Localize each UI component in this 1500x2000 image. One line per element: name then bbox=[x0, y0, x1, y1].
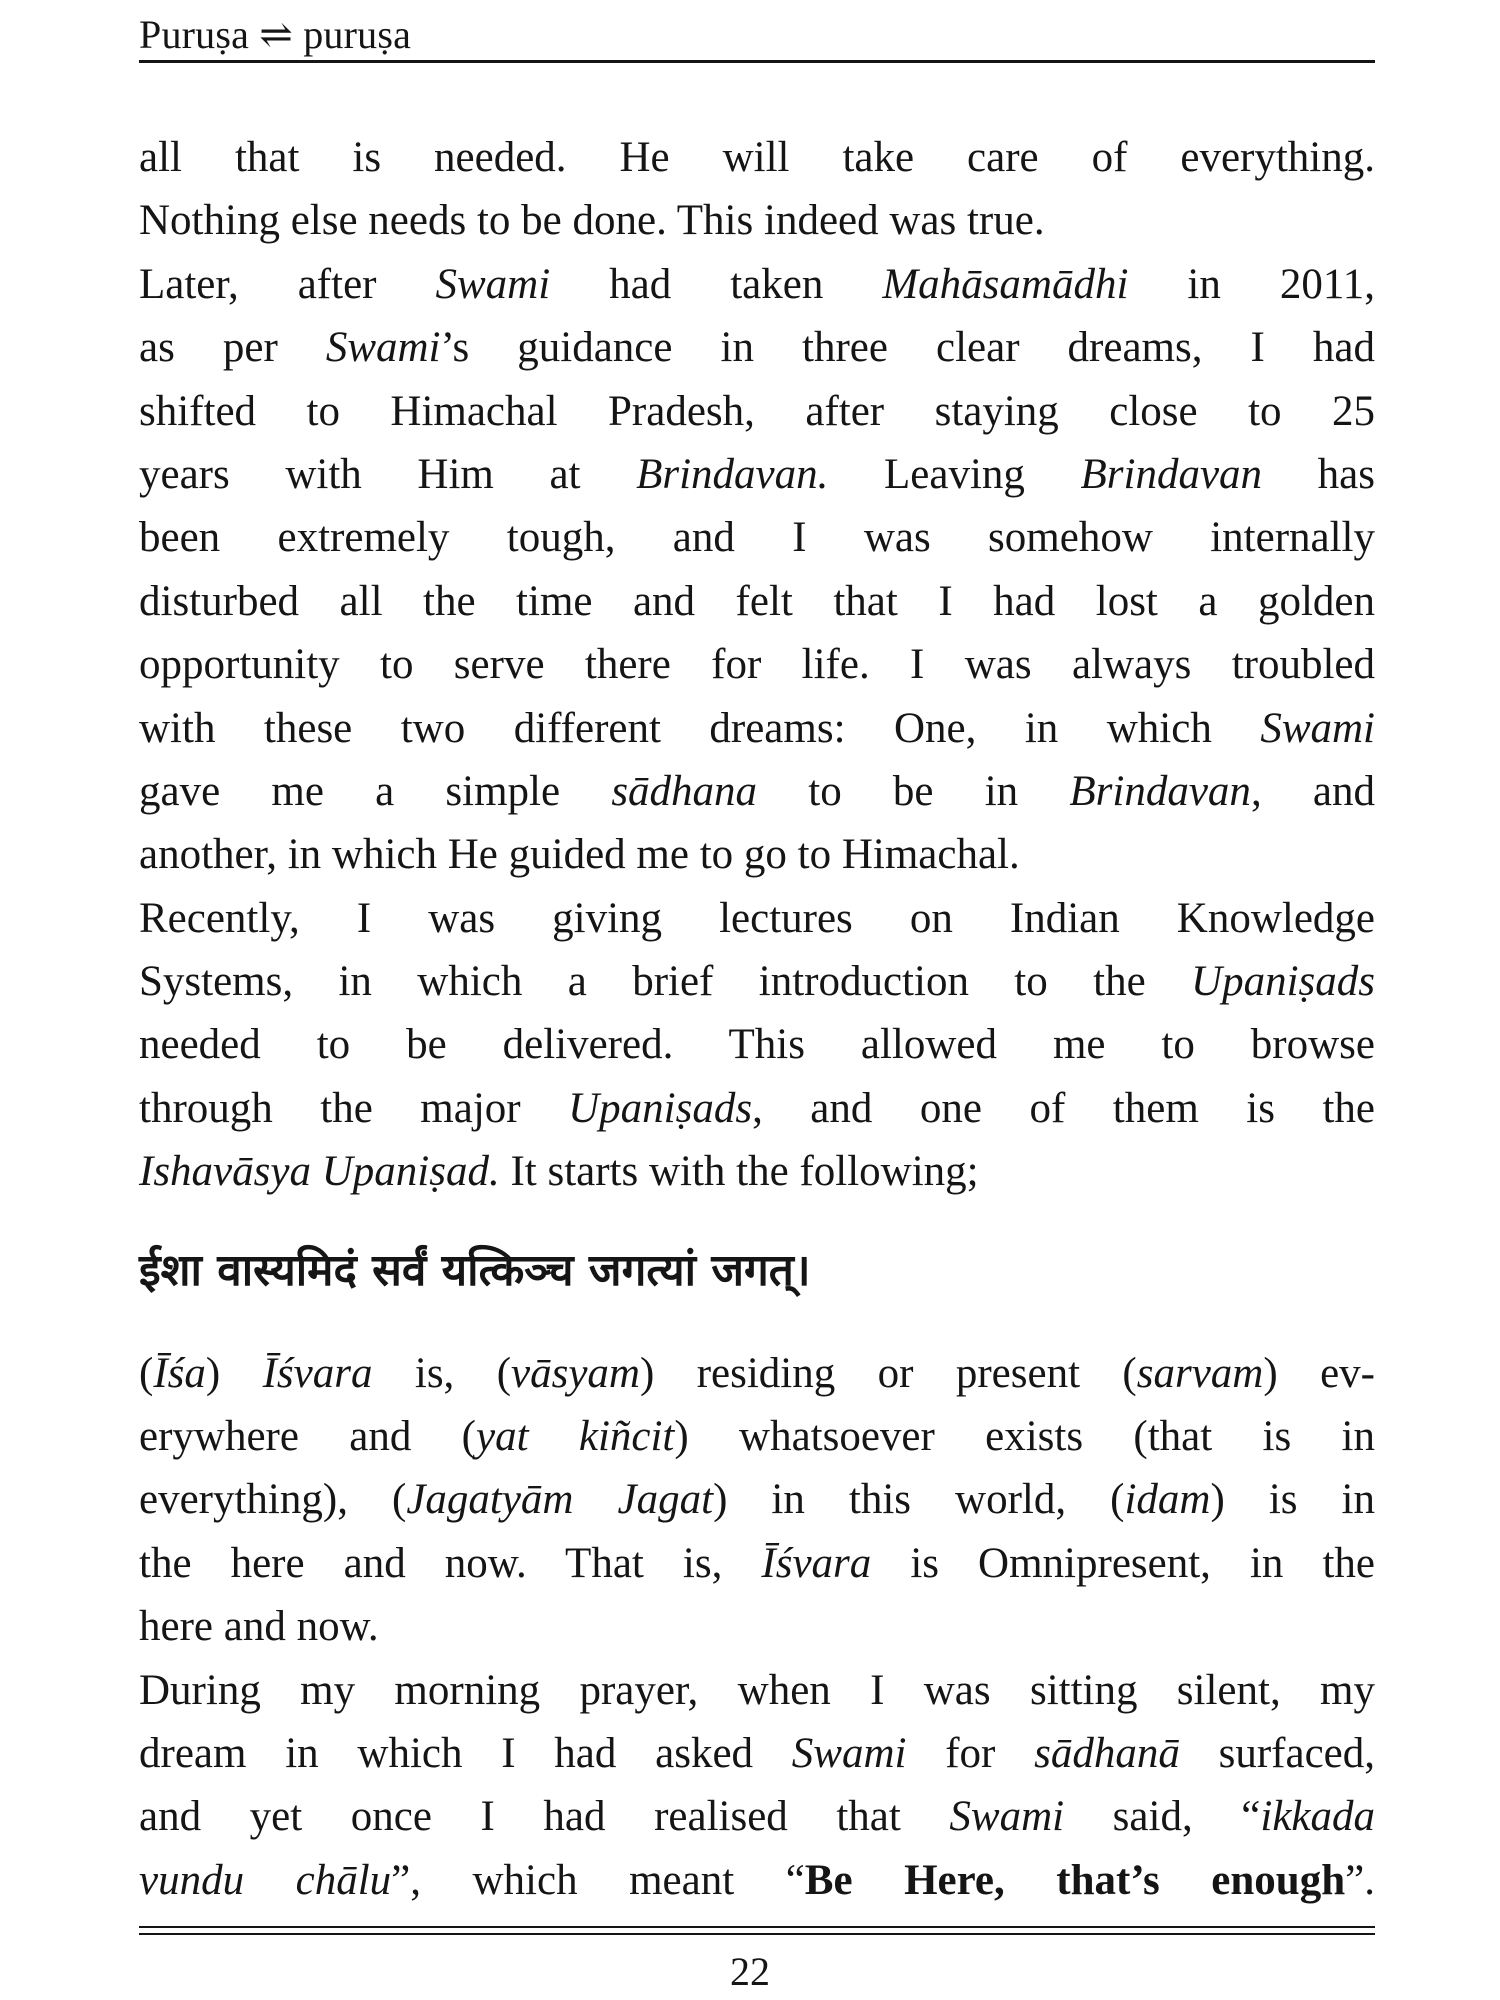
text-line bbox=[139, 1595, 1375, 1658]
text-run: During my morning prayer, when I was sitting silent, my bbox=[139, 1666, 1375, 1714]
text-run: ) in this world, ( bbox=[713, 1476, 1125, 1524]
footer-rule-top bbox=[139, 1926, 1375, 1928]
text-line bbox=[139, 1140, 1375, 1203]
paragraph-block-2 bbox=[139, 1342, 1375, 1913]
sanskrit-verse: ईशा वास्यमिदं सर्वं यत्किञ्च जगत्यां जगत्। bbox=[139, 1244, 811, 1296]
text-run: ”, which meant “ bbox=[391, 1856, 805, 1904]
text-line bbox=[139, 950, 1375, 1013]
text-run: Nothing else needs to be done. This indeed was true. bbox=[139, 197, 1045, 245]
italic-term: sādhana bbox=[611, 767, 758, 815]
italic-term: vāsyam bbox=[511, 1349, 640, 1397]
header-rule bbox=[139, 60, 1375, 63]
text-line bbox=[139, 1722, 1375, 1785]
text-run: , and one of them is the bbox=[752, 1084, 1375, 1132]
text-line bbox=[139, 1785, 1375, 1848]
italic-term: Ishavāsya Upaniṣad. bbox=[139, 1148, 500, 1196]
italic-term: Īśvara bbox=[262, 1349, 373, 1397]
text-run: as per bbox=[139, 324, 326, 372]
italic-term: Upaniṣads bbox=[1191, 958, 1375, 1006]
text-run: everything), ( bbox=[139, 1476, 407, 1524]
text-run: needed to be delivered. This allowed me to browse bbox=[139, 1021, 1375, 1069]
italic-term: idam bbox=[1124, 1476, 1211, 1524]
text-run: ) ev- bbox=[1263, 1349, 1375, 1397]
text-run: another, in which He guided me to go to Himachal. bbox=[139, 831, 1020, 879]
text-run: Leaving bbox=[828, 450, 1081, 498]
text-run: , and bbox=[1250, 767, 1375, 815]
text-run: ) is in bbox=[1210, 1476, 1375, 1524]
text-run: for bbox=[906, 1729, 1035, 1777]
italic-term: ikkada bbox=[1260, 1793, 1375, 1841]
italic-term: Swami bbox=[791, 1729, 907, 1777]
text-run: to be in bbox=[757, 767, 1070, 815]
italic-term: Upaniṣads bbox=[568, 1084, 753, 1132]
italic-term: Brindavan. bbox=[636, 450, 829, 498]
italic-term: sādhanā bbox=[1034, 1729, 1180, 1777]
text-run: erywhere and ( bbox=[139, 1413, 476, 1461]
text-run: has bbox=[1262, 450, 1375, 498]
text-run: and yet once I had realised that bbox=[139, 1793, 950, 1841]
text-line bbox=[139, 189, 1375, 252]
text-line bbox=[139, 506, 1375, 569]
text-run: is Omnipresent, in the bbox=[871, 1539, 1375, 1587]
italic-term: vundu chālu bbox=[139, 1856, 392, 1904]
text-line bbox=[139, 697, 1375, 760]
text-line bbox=[139, 253, 1375, 316]
text-run: the here and now. That is, bbox=[139, 1539, 762, 1587]
text-run: is, ( bbox=[372, 1349, 512, 1397]
text-line bbox=[139, 823, 1375, 886]
text-run: been extremely tough, and I was somehow internally bbox=[139, 514, 1375, 562]
text-line bbox=[139, 1659, 1375, 1722]
text-run: surfaced, bbox=[1179, 1729, 1376, 1777]
italic-term: Mahāsamādhi bbox=[882, 260, 1129, 308]
italic-term: sarvam bbox=[1136, 1349, 1264, 1397]
text-line bbox=[139, 1077, 1375, 1140]
bold-phrase: Be Here, that’s enough bbox=[804, 1856, 1346, 1904]
text-line bbox=[139, 443, 1375, 506]
italic-term: Swami bbox=[1260, 704, 1375, 752]
text-run: shifted to Himachal Pradesh, after staying close to 25 bbox=[139, 387, 1375, 435]
text-line bbox=[139, 1532, 1375, 1595]
text-run: all that is needed. He will take care of everything. bbox=[139, 134, 1375, 181]
text-line bbox=[139, 1342, 1375, 1405]
text-line bbox=[139, 1013, 1375, 1076]
text-run: said, “ bbox=[1064, 1793, 1261, 1841]
italic-term: Brindavan bbox=[1080, 450, 1263, 498]
text-run: dream in which I had asked bbox=[139, 1729, 792, 1777]
text-run: had taken bbox=[550, 260, 883, 308]
text-run: through the major bbox=[139, 1084, 569, 1132]
text-line bbox=[139, 887, 1375, 950]
text-run: ) whatsoever exists (that is in bbox=[674, 1413, 1375, 1461]
text-run: with these two different dreams: One, in which bbox=[139, 704, 1261, 752]
text-run: ’s guidance in three clear dreams, I had bbox=[440, 324, 1375, 372]
body-text bbox=[139, 126, 1375, 1912]
text-line bbox=[139, 760, 1375, 823]
italic-term: Swami bbox=[325, 324, 441, 372]
text-run: ) residing or present ( bbox=[640, 1349, 1137, 1397]
italic-term: Brindavan bbox=[1069, 767, 1251, 815]
text-line bbox=[139, 1468, 1375, 1531]
italic-term: Īśvara bbox=[761, 1539, 872, 1587]
italic-term: Jagatyām Jagat bbox=[406, 1476, 714, 1524]
text-run: Recently, I was giving lectures on Indian Knowledge bbox=[139, 894, 1375, 942]
text-run: disturbed all the time and felt that I had lost a golden bbox=[139, 577, 1375, 625]
text-line bbox=[139, 316, 1375, 379]
text-run: Later, after bbox=[139, 260, 436, 308]
italic-term: yat kiñcit bbox=[476, 1413, 675, 1461]
paragraph-block-1 bbox=[139, 126, 1375, 1204]
text-line bbox=[139, 1405, 1375, 1468]
text-run: in 2011, bbox=[1128, 260, 1376, 308]
text-line bbox=[139, 1849, 1375, 1912]
text-line bbox=[139, 380, 1375, 443]
text-line bbox=[139, 633, 1375, 696]
text-run: ) bbox=[205, 1349, 263, 1397]
text-run: Systems, in which a brief introduction to the bbox=[139, 958, 1192, 1006]
italic-term: Īśa bbox=[153, 1349, 206, 1397]
italic-term: Swami bbox=[949, 1793, 1065, 1841]
text-run: years with Him at bbox=[139, 450, 637, 498]
text-run: It starts with the following; bbox=[499, 1148, 979, 1196]
text-line bbox=[139, 570, 1375, 633]
page-number: 22 bbox=[730, 1949, 770, 1994]
text-run: gave me a simple bbox=[139, 767, 612, 815]
italic-term: Swami bbox=[435, 260, 551, 308]
running-head: Puruṣa ⇌ puruṣa bbox=[139, 12, 412, 57]
footer-rule-bottom bbox=[139, 1933, 1375, 1935]
text-run: ( bbox=[139, 1349, 154, 1397]
text-run: opportunity to serve there for life. I was always troubled bbox=[139, 641, 1375, 689]
text-run: here and now. bbox=[139, 1603, 379, 1651]
text-run: ”. bbox=[1345, 1856, 1375, 1904]
text-line bbox=[139, 126, 1375, 189]
